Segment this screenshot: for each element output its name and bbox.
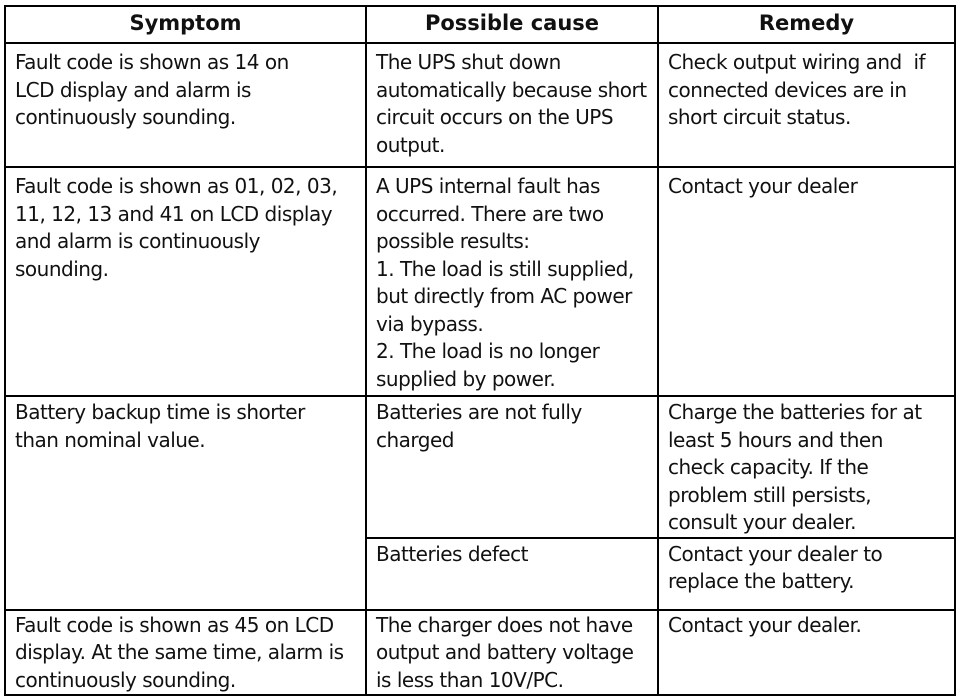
cause-paragraph: 1. The load is still supplied, but directly from AC power via bypass. [376, 256, 634, 336]
remedy-line: Charge the batteries for at [668, 400, 922, 424]
symptom-line: Fault code is shown as 45 on LCD [15, 612, 334, 637]
remedy-line: Contact your dealer [668, 174, 858, 198]
symptom-cell [5, 43, 366, 167]
symptom-line: and alarm is continuously [15, 229, 260, 253]
table-row [5, 396, 955, 538]
remedy-line: replace the battery. [668, 569, 854, 593]
header-row [5, 6, 955, 43]
remedy-cell [658, 396, 955, 538]
table-row [5, 610, 955, 696]
cause-line: The charger does not have [376, 612, 633, 637]
symptom-line: Battery backup time is shorter [15, 400, 305, 424]
symptom-line: continuously sounding. [15, 667, 236, 692]
cause-cell [366, 396, 658, 538]
symptom-line: sounding. [15, 256, 109, 281]
cause-line: automatically because short [376, 77, 647, 102]
remedy-line: Contact your dealer. [668, 612, 862, 637]
symptom-line: display. At the same time, alarm is [15, 640, 344, 664]
symptom-line: Fault code is shown as 14 on [15, 50, 289, 74]
remedy-line: short circuit status. [668, 105, 851, 129]
cause-line: charged [376, 427, 454, 452]
header-possible-cause: Possible cause [366, 6, 658, 43]
remedy-line: Contact your dealer to [668, 541, 883, 566]
remedy-cell [658, 538, 955, 610]
symptom-cell [5, 167, 366, 396]
troubleshooting-table [4, 5, 956, 696]
remedy-cell [658, 610, 955, 696]
symptom-line: 11, 12, 13 and 41 on LCD display [15, 201, 333, 226]
cause-line: The UPS shut down [376, 50, 561, 74]
remedy-line: check capacity. If the [668, 455, 869, 479]
cause-paragraph: A UPS internal fault has occurred. There are two possible results: [376, 174, 604, 253]
header-symptom: Symptom [5, 6, 366, 43]
symptom-line: Fault code is shown as 01, 02, 03, [15, 174, 338, 198]
table-row [5, 43, 955, 167]
cause-cell [366, 167, 658, 396]
cause-line: circuit occurs on the UPS [376, 105, 614, 129]
cause-line: output. [376, 132, 445, 157]
cause-cell [366, 610, 658, 696]
symptom-line: than nominal value. [15, 427, 206, 452]
symptom-cell [5, 396, 366, 610]
remedy-cell [658, 167, 955, 396]
cause-line: Batteries are not fully [376, 400, 582, 424]
cause-line: Batteries defect [376, 541, 529, 566]
cause-line: is less than 10V/PC. [376, 667, 564, 692]
symptom-line: continuously sounding. [15, 105, 236, 129]
remedy-line: connected devices are in [668, 77, 907, 102]
remedy-cell [658, 43, 955, 167]
symptom-line: LCD display and alarm is [15, 77, 251, 102]
cause-cell [366, 538, 658, 610]
remedy-line: consult your dealer. [668, 510, 856, 534]
remedy-line: Check output wiring and if [668, 50, 926, 74]
symptom-cell [5, 610, 366, 696]
remedy-line: problem still persists, [668, 482, 872, 507]
remedy-line: least 5 hours and then [668, 427, 883, 452]
cause-line: output and battery voltage [376, 640, 634, 664]
header-remedy: Remedy [658, 6, 955, 43]
cause-paragraph: 2. The load is no longer supplied by power. [376, 339, 600, 391]
cause-cell [366, 43, 658, 167]
table-row [5, 167, 955, 396]
